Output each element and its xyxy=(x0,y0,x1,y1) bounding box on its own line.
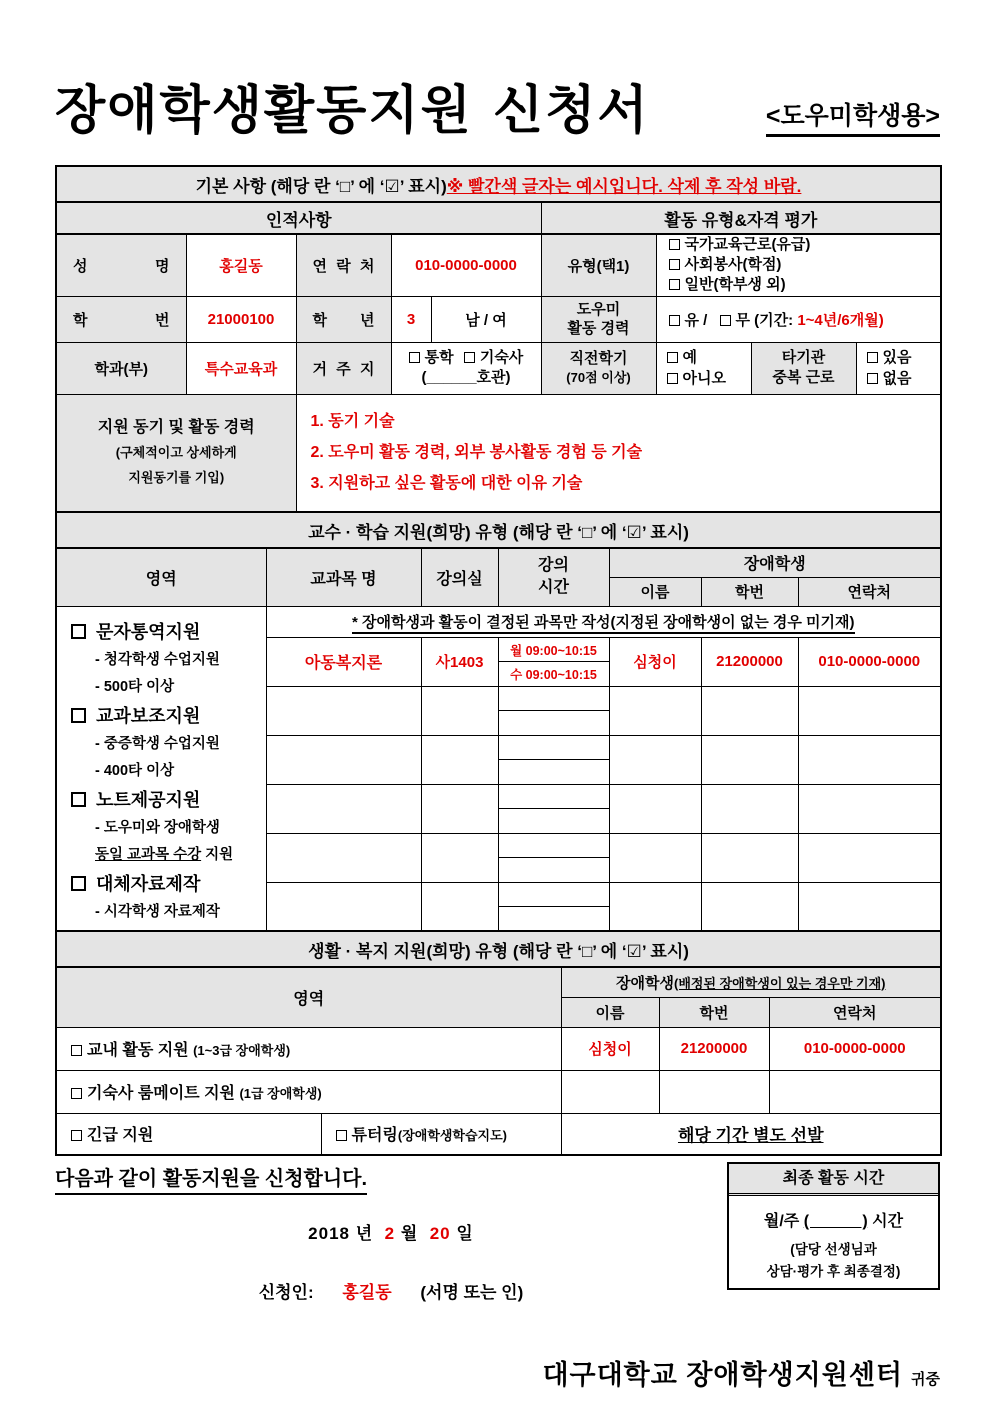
final-time-note: (담당 선생님과 상담·평가 후 최종결정) xyxy=(766,1242,901,1279)
type-option-national: 국가교육근로(유급) xyxy=(669,235,941,255)
checkbox-icon xyxy=(71,876,86,891)
col-room: 강의실 xyxy=(421,548,498,606)
contact-label: 연 락 처 xyxy=(296,234,391,296)
type-label: 유형(택1) xyxy=(541,234,656,296)
application-date: 2018 년 2 월 20 일 xyxy=(308,1224,474,1243)
helper-exp-label: 도우미 활동 경력 xyxy=(541,296,656,342)
checkbox-icon xyxy=(464,352,475,363)
checkbox-icon xyxy=(667,373,678,384)
example-notice: ※ 빨간색 글자는 예시입니다. 삭제 후 작성 바람. xyxy=(446,176,802,196)
checkbox-icon xyxy=(336,1130,347,1141)
checkbox-icon xyxy=(669,279,680,290)
teach-section-bar: 교수 · 학습 지원(희망) 유형 (해당 란 ‘□’ 에 ‘☑’ 표시) xyxy=(56,512,941,548)
welfare-sid-cell: 21200000 xyxy=(659,1027,769,1070)
motive-item: 1. 동기 기술 xyxy=(310,413,395,431)
area-course-assist: 교과보조지원 xyxy=(71,701,260,731)
col-time: 강의 시간 xyxy=(498,548,609,606)
student-id-value: 21000100 xyxy=(186,296,296,342)
welfare-dorm-roommate: 기숙사 룸메이트 지원 (1급 장애학생) xyxy=(56,1070,561,1113)
welfare-col-name: 이름 xyxy=(561,997,659,1027)
welfare-col-sid: 학번 xyxy=(659,997,769,1027)
time-cell xyxy=(498,882,609,931)
declaration-block xyxy=(55,1162,727,1303)
section-activity-eval: 활동 유형&자격 평가 xyxy=(541,202,941,234)
dept-label: 학과(부) xyxy=(56,342,186,394)
prev-semester-options: 예 아니오 xyxy=(656,342,751,394)
residence-options: 통학 기숙사 (______호관) xyxy=(391,342,541,394)
welfare-emergency: 긴급 지원 xyxy=(56,1113,321,1155)
area-note-taking: 노트제공지원 xyxy=(71,785,260,815)
motive-content xyxy=(296,394,941,512)
welfare-phone-cell: 010-0000-0000 xyxy=(769,1027,941,1070)
page-title: 장애학생활동지원 신청서 xyxy=(55,80,650,141)
motive-item: 3. 지원하고 싶은 활동에 대한 이유 기술 xyxy=(310,475,583,493)
support-area-list: 문자통역지원 - 청각학생 수업지원 - 500타 이상 교과보조지원 - 중증학생 수업지원 - 400타 이상 노트제공지원 - 도우미와 장애학생 동일 교과목 수강 지원 대체자료제작 - 시각학생 자료제작 xyxy=(56,606,266,931)
duplicate-work-options: 있음 없음 xyxy=(856,342,941,394)
helper-exp-options: 유 / 무 (기간: 1~4년/6개월) xyxy=(656,296,941,342)
area-alt-material: 대체자료제작 xyxy=(71,869,260,899)
helper-exp-period: 1~4년/6개월) xyxy=(797,311,884,329)
area-note-sub2: 동일 교과목 수강 지원 xyxy=(95,846,234,863)
student-phone-cell: 010-0000-0000 xyxy=(798,637,941,686)
teach-note: * 장애학생과 활동이 결정된 과목만 작성(지정된 장애학생이 없는 경우 미기재) xyxy=(266,606,941,637)
table-row xyxy=(56,1113,941,1155)
applicant-sign-note: (서명 또는 인) xyxy=(420,1283,524,1302)
col-phone: 연락처 xyxy=(798,577,941,606)
col-disabled-student: 장애학생 xyxy=(609,548,941,577)
checkbox-icon xyxy=(71,1088,82,1099)
col-student-id: 학번 xyxy=(701,577,798,606)
organization-name: 대구대학교 장애학생지원센터 xyxy=(542,1360,904,1390)
room-cell: 사1403 xyxy=(421,637,498,686)
type-options xyxy=(656,234,941,296)
checkbox-icon xyxy=(867,352,878,363)
time-cell: 월 09:00~10:15 수 09:00~10:15 xyxy=(498,637,609,686)
name-value: 홍길동 xyxy=(186,234,296,296)
checkbox-icon xyxy=(71,624,86,639)
welfare-tutoring: 튜터링(장애학생학습지도) xyxy=(321,1113,561,1155)
year-value: 3 xyxy=(391,296,431,342)
contact-value: 010-0000-0000 xyxy=(391,234,541,296)
residence-label: 거 주 지 xyxy=(296,342,391,394)
checkbox-icon xyxy=(71,1045,82,1056)
gender-value: 남 / 여 xyxy=(431,296,541,342)
checkbox-icon xyxy=(669,259,680,270)
col-name: 이름 xyxy=(609,577,701,606)
checkbox-icon xyxy=(669,315,680,326)
welfare-support-table xyxy=(55,930,942,1156)
declaration-statement: 다음과 같이 활동지원을 신청합니다. xyxy=(55,1162,367,1195)
dept-value: 특수교육과 xyxy=(186,342,296,394)
welfare-campus-activity: 교내 활동 지원 (1~3급 장애학생) xyxy=(56,1027,561,1070)
welfare-name-cell: 심청이 xyxy=(561,1027,659,1070)
checkbox-icon xyxy=(720,315,731,326)
course-cell: 아동복지론 xyxy=(266,637,421,686)
section-personal: 인적사항 xyxy=(56,202,541,234)
checkbox-icon xyxy=(409,352,420,363)
student-id-label: 학 번 xyxy=(56,296,186,342)
time-cell xyxy=(498,735,609,784)
name-label: 성 명 xyxy=(56,234,186,296)
bottom-area xyxy=(55,1162,940,1303)
title-row xyxy=(55,68,940,143)
welfare-col-phone: 연락처 xyxy=(769,997,941,1027)
student-name-cell: 심청이 xyxy=(609,637,701,686)
footer-suffix: 귀중 xyxy=(911,1371,940,1388)
area-text-interpret: 문자통역지원 xyxy=(71,617,260,647)
checkbox-icon xyxy=(667,352,678,363)
welfare-col-student: 장애학생(배정된 장애학생이 있는 경우만 기재) xyxy=(561,967,941,997)
welfare-separate-selection: 해당 기간 별도 선발 xyxy=(561,1113,941,1155)
duplicate-work-label: 타기관 중복 근로 xyxy=(751,342,856,394)
basic-info-bar xyxy=(56,166,941,202)
final-time-header: 최종 활동 시간 xyxy=(729,1164,938,1196)
final-activity-time-box xyxy=(727,1162,940,1290)
type-option-general: 일반(학부생 외) xyxy=(669,275,941,295)
year-label: 학 년 xyxy=(296,296,391,342)
applicant-line xyxy=(55,1278,727,1303)
welfare-col-area: 영역 xyxy=(56,967,561,1027)
footer xyxy=(55,1353,940,1392)
residence-dorm-blank: (______호관) xyxy=(421,369,511,386)
welfare-section-bar: 생활 · 복지 지원(희망) 유형 (해당 란 ‘□’ 에 ‘☑’ 표시) xyxy=(56,931,941,967)
teach-support-table xyxy=(55,511,942,932)
basic-info-label: 기본 사항 (해당 란 ‘□’ 에 ‘☑’ 표시) xyxy=(195,176,447,196)
title-audience-tag: <도우미학생용> xyxy=(766,96,940,137)
col-course: 교과목 명 xyxy=(266,548,421,606)
time-cell xyxy=(498,784,609,833)
form-sheet xyxy=(55,28,940,1392)
col-area: 영역 xyxy=(56,548,266,606)
type-option-social: 사회봉사(학점) xyxy=(669,255,941,275)
checkbox-icon xyxy=(71,708,86,723)
checkbox-icon xyxy=(71,792,86,807)
applicant-label: 신청인: xyxy=(258,1283,314,1302)
personal-info-table xyxy=(55,165,942,513)
table-row xyxy=(56,1027,941,1070)
time-blank-field: ( ) xyxy=(803,1213,868,1230)
motive-label: 지원 동기 및 활동 경력 (구체적이고 상세하게 지원동기를 기입) xyxy=(56,394,296,512)
prev-semester-label: 직전학기 (70점 이상) xyxy=(541,342,656,394)
motive-item: 2. 도우미 활동 경력, 외부 봉사활동 경험 등 기술 xyxy=(310,444,643,462)
checkbox-icon xyxy=(669,239,680,250)
table-row xyxy=(56,1070,941,1113)
checkbox-icon xyxy=(867,373,878,384)
student-id-cell: 21200000 xyxy=(701,637,798,686)
time-cell xyxy=(498,833,609,882)
checkbox-icon xyxy=(71,1130,82,1141)
final-time-line: 월/주 ( ) 시간 xyxy=(763,1213,904,1230)
time-cell xyxy=(498,686,609,735)
applicant-name: 홍길동 xyxy=(342,1283,392,1302)
